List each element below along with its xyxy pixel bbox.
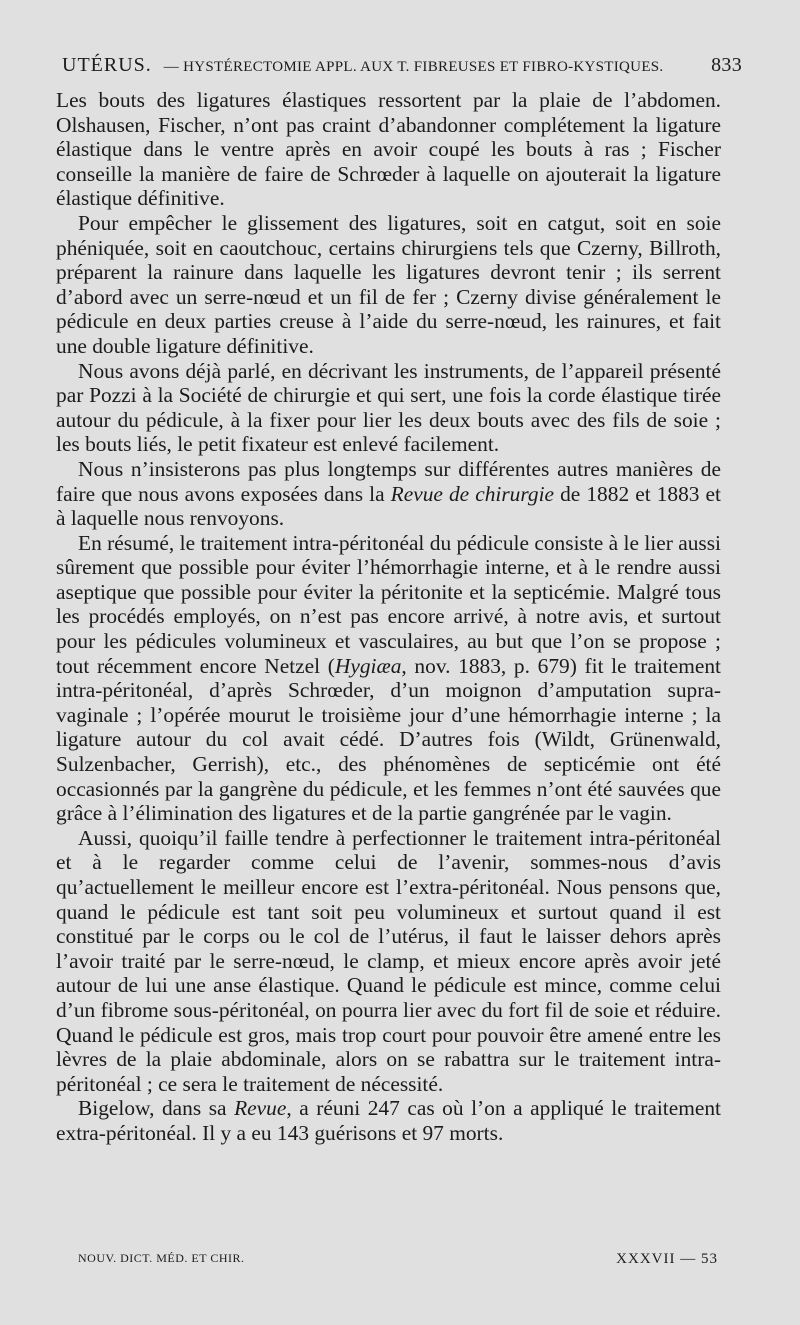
footer-signature: XXXVII — 53	[616, 1251, 718, 1267]
paragraph-1	[56, 88, 721, 211]
journal-title: Revue	[234, 1096, 287, 1121]
paragraph-6	[56, 826, 721, 1097]
text-run: Les bouts des ligatures élastiques ressortent par la plaie de l’abdomen. Olshausen, Fischer, n’ont pas craint d’abandonner complétement la ligature élastique dans le ventre après en avoir coupé les bouts à ras ; Fischer conseille la manière de faire de Schrœder à laquelle on ajouterait la ligature élastique définitive.	[56, 88, 721, 211]
text-run: Nous n’insisterons pas plus longtemps sur différentes autres manières de faire que nous avons exposées dans la	[56, 456, 721, 506]
header-subtitle: — HYSTÉRECTOMIE APPL. AUX T. FIBREUSES ET FIBRO-KYSTIQUES.	[163, 59, 664, 75]
running-header	[62, 54, 742, 77]
paragraph-4	[56, 457, 721, 531]
journal-title: Hygiæa	[334, 653, 402, 678]
body-text	[56, 88, 721, 1146]
page-number: 833	[711, 54, 742, 76]
text-run: Aussi, quoiqu’il faille tendre à perfectionner le traitement intra-péritonéal et à le regarder comme celui de l’avenir, sommes-nous d’avis qu’actuellement le meilleur encore est l’extra-péritonéal. Nous pensons que, quand le pédicule est tant soit peu volumineux et surtout quand il est constitué par le corps ou le col de l’utérus, il faut le laisser dehors après l’avoir traité par le serre-nœud, le clamp, et mieux encore après avoir jeté autour de lui une anse élastique. Quand le pédicule est mince, comme celui d’un fibrome sous-péritonéal, on pourra lier avec du fort fil de soie et réduire. Quand le pédicule est gros, mais trop court pour pouvoir être amené entre les lèvres de la plaie abdominale, alors on se rabattra sur le traitement intra-péritonéal ; ce sera le traitement de nécessité.	[56, 825, 721, 1096]
text-run: , nov. 1883, p. 679) fit le traitement intra-péritonéal, d’après Schrœder, d’un moignon d’amputation supra-vaginale ; l’opérée mourut le troisième jour d’une hémorrhagie interne ; la ligature autour du col avait cédé. D’autres fois (Wildt, Grünenwald, Sulzenbacher, Gerrish), etc., des phénomènes de septicémie ont été occasionnés par la gangrène du pédicule, et les femmes n’ont été sauvées que grâce à l’élimination des ligatures et de la partie gangrénée par le vagin.	[56, 653, 721, 826]
text-run: Nous avons déjà parlé, en décrivant les instruments, de l’appareil présenté par Pozzi à la Société de chirurgie et qui sert, une fois la corde élastique tirée autour du pédicule, à la fixer pour lier les deux bouts avec des fils de soie ; les bouts liés, le petit fixateur est enlevé facilement.	[56, 358, 721, 457]
footer-publication: NOUV. DICT. MÉD. ET CHIR.	[78, 1251, 245, 1265]
text-run: de 1882 et 1883 et à laquelle nous renvoyons.	[56, 481, 721, 531]
text-run: En résumé, le traitement intra-péritonéal du pédicule consiste à le lier aussi sûrement que possible pour éviter l’hémorrhagie interne, et à le rendre aussi aseptique que possible pour éviter la péritonite et la septicémie. Malgré tous les procédés employés, on n’est pas encore arrivé, à notre avis, et surtout pour les pédicules volumineux et vasculaires, au but que l’on se propose ; tout récemment encore Netzel (	[56, 530, 721, 678]
text-run: Bigelow, dans sa	[78, 1096, 235, 1121]
text-run: Pour empêcher le glissement des ligatures, soit en catgut, soit en soie phéniquée, soit en caoutchouc, certains chirurgiens tels que Czerny, Billroth, préparent la rainure dans laquelle les ligatures devront tenir ; ils serrent d’abord avec un serre-nœud et un fil de fer ; Czerny divise généralement le pédicule en deux parties creuse à l’aide du serre-nœud, les rainures, et fait une double ligature définitive.	[56, 210, 721, 358]
page-footer	[78, 1251, 718, 1268]
journal-title: Revue de chirurgie	[390, 481, 555, 506]
paragraph-7	[56, 1096, 721, 1145]
text-run: , a réuni 247 cas où l’on a appliqué le traitement extra-péritonéal. Il y a eu 143 guérisons et 97 morts.	[56, 1096, 721, 1145]
header-title: UTÉRUS.	[62, 54, 152, 76]
paragraph-5	[56, 531, 721, 826]
paragraph-3	[56, 359, 721, 457]
paragraph-2	[56, 211, 721, 359]
